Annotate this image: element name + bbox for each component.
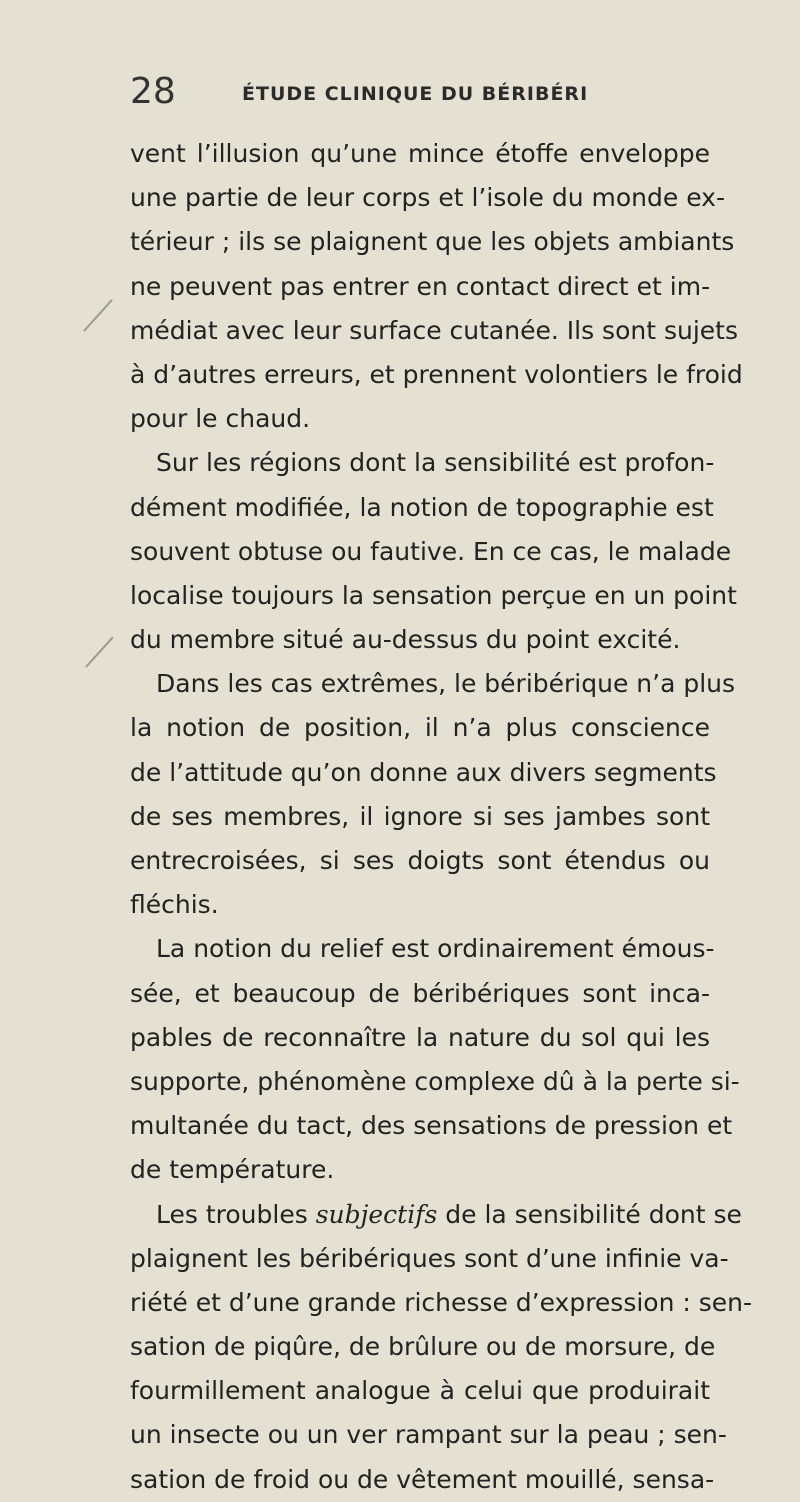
text-line: de ses membres, il ignore si ses jambes sont — [130, 801, 710, 831]
text-line: souvent obtuse ou fautive. En ce cas, le malade — [130, 536, 732, 566]
text-line: entrecroisées, si ses doigts sont étendus ou — [130, 846, 710, 875]
page-header — [130, 70, 690, 120]
text-line: plaignent les béribériques sont d’une infinie va- — [130, 1243, 729, 1273]
text-line: fléchis. — [130, 890, 219, 920]
text-line: pables de reconnaître la nature du sol qui les — [130, 1022, 710, 1052]
text-line: de l’attitude qu’on donne aux divers segments — [130, 757, 717, 787]
text-line: fourmillement analogue à celui que produirait — [130, 1376, 710, 1406]
text-line: du membre situé au-dessus du point excité. — [130, 625, 681, 655]
text-line: multanée du tact, des sensations de pression et — [130, 1111, 733, 1141]
text-line: la notion de position, il n’a plus conscience — [130, 713, 710, 743]
text-line: localise toujours la sensation perçue en un point — [130, 580, 737, 610]
text-line: dément modifiée, la notion de topographie est — [130, 492, 714, 522]
text-line: pour le chaud. — [130, 404, 311, 434]
margin-pencil-mark — [85, 637, 113, 668]
text-line: riété et d’une grande richesse d’expression : sen- — [130, 1287, 753, 1317]
text-line: une partie de leur corps et l’isole du monde ex- — [130, 183, 725, 213]
text-line: un insecte ou un ver rampant sur la peau ; sen- — [130, 1420, 727, 1450]
text-line: sation de froid ou de vêtement mouillé, sensa- — [130, 1464, 715, 1494]
text-line: de température. — [130, 1155, 335, 1185]
text-line: médiat avec leur surface cutanée. Ils sont sujets — [130, 315, 738, 345]
page-number: 28 — [130, 71, 176, 112]
text-line: térieur ; ils se plaignent que les objets ambiants — [130, 227, 735, 257]
text-line: à d’autres erreurs, et prennent volontiers le froid — [130, 359, 743, 389]
emphasized-word: subjectifs — [315, 1199, 438, 1229]
text-line: sée, et beaucoup de béribériques sont inca- — [130, 978, 710, 1008]
text-line: sation de piqûre, de brûlure ou de morsure, de — [130, 1332, 716, 1362]
running-head: ÉTUDE CLINIQUE DU BÉRIBÉRI — [242, 83, 589, 105]
text-line: ne peuvent pas entrer en contact direct et im- — [130, 271, 711, 301]
margin-pencil-mark — [83, 299, 113, 332]
text-line: supporte, phénomène complexe dû à la perte si- — [130, 1066, 740, 1096]
text-line: Dans les cas extrêmes, le béribérique n’a plus — [156, 669, 736, 699]
text-line: Les troubles subjectifs de la sensibilité dont se — [156, 1199, 742, 1229]
text-line: vent l’illusion qu’une mince étoffe enveloppe — [130, 139, 710, 168]
body-text — [130, 132, 753, 1502]
text-line: Sur les régions dont la sensibilité est profon- — [156, 448, 715, 478]
text-line: La notion du relief est ordinairement émous- — [156, 934, 715, 964]
